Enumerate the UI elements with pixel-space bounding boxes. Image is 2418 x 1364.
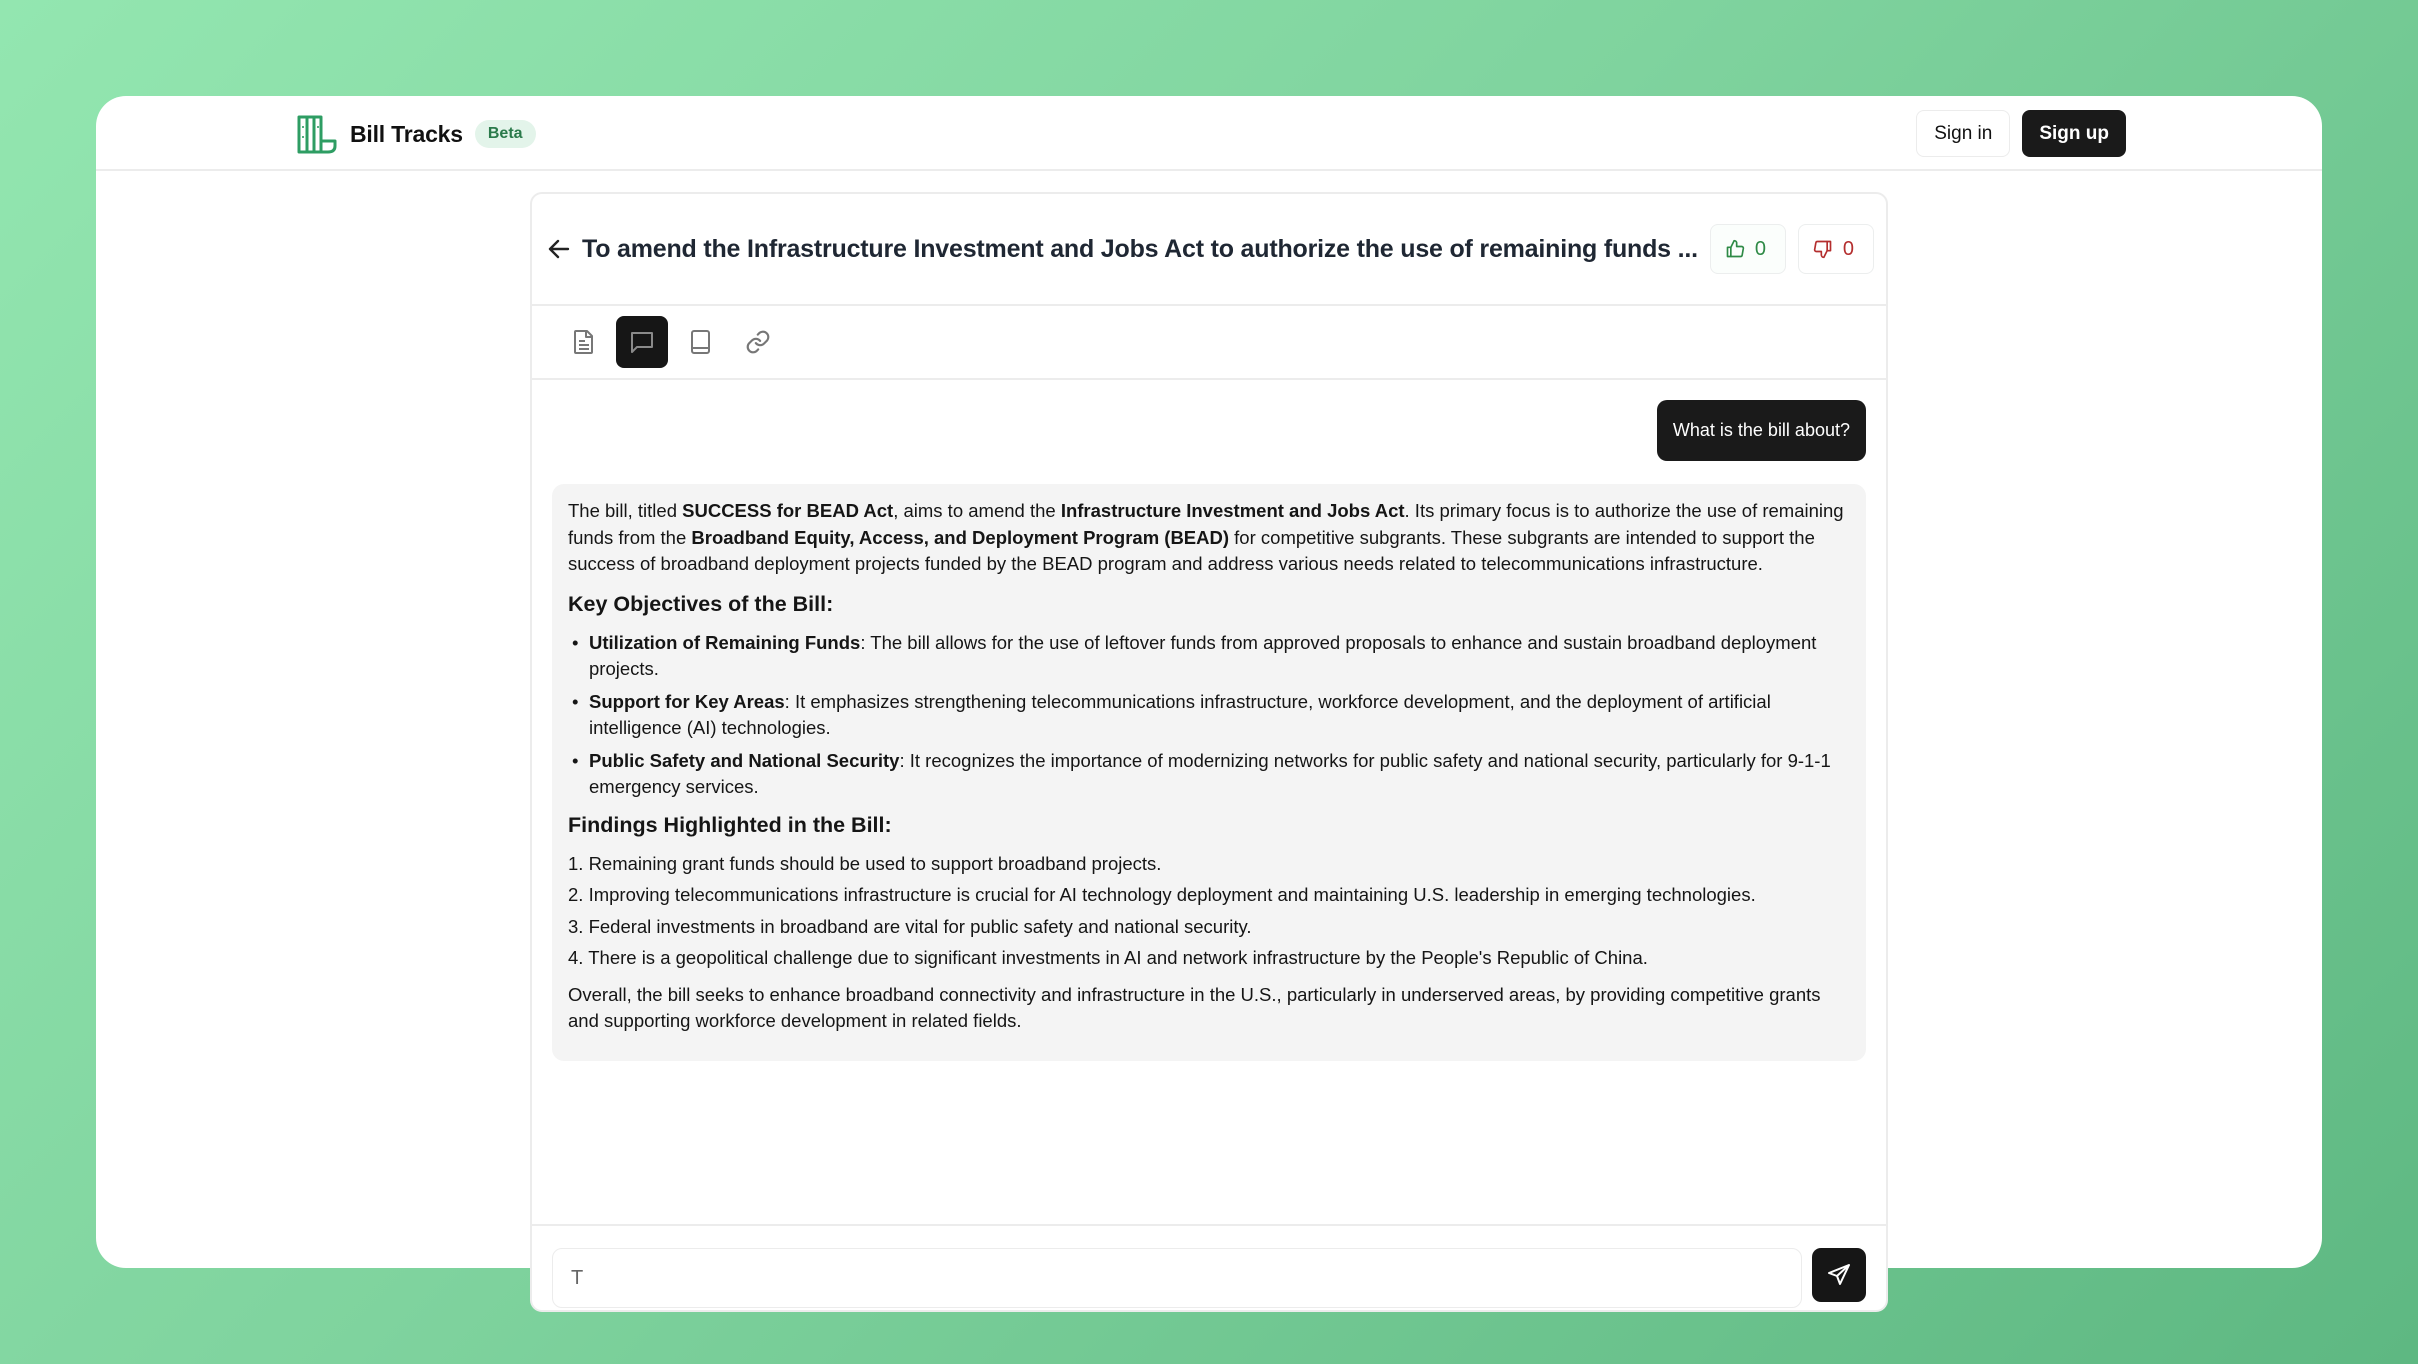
item-text: : It recognizes the importance of modernizing networks for public safety and national security, particularly for 9-1-1 emergency services.: [589, 749, 1831, 797]
app-window: [96, 96, 2322, 1289]
text: . Its primary focus is to authorize the use of remaining funds from the: [568, 500, 1844, 548]
chat-icon: [629, 330, 655, 354]
tab-chat[interactable]: [616, 316, 668, 368]
bill-panel: [530, 192, 1888, 1312]
findings-heading: Findings Highlighted in the Bill:: [568, 812, 892, 837]
tab-book[interactable]: [674, 316, 726, 368]
intro-paragraph: [568, 498, 1850, 578]
text: The bill, titled: [568, 500, 683, 521]
user-message-bubble: What is the bill about?: [1657, 400, 1866, 461]
item-label: Utilization of Remaining Funds: [589, 631, 861, 653]
item-label: Public Safety and National Security: [589, 749, 900, 771]
send-button[interactable]: [1812, 1248, 1866, 1302]
text: for competitive subgrants. These subgrants are intended to support the success of broadband deployment projects funded by the BEAD program and address various needs related to telecommunications infrastructure.: [568, 526, 1815, 574]
text-cursor: T: [571, 1267, 584, 1289]
objectives-heading: Key Objectives of the Bill:: [568, 591, 834, 616]
item-text: : It emphasizes strengthening telecommunications infrastructure, workforce development, and the deployment of artificial intelligence (AI) technologies.: [589, 690, 1771, 738]
downvote-button[interactable]: [1798, 224, 1874, 274]
list-item: [568, 689, 1850, 742]
message-input[interactable]: [552, 1248, 1802, 1308]
thumbs-up-icon: [1725, 239, 1745, 259]
item-label: Support for Key Areas: [589, 690, 785, 712]
auth-buttons: [1916, 110, 2126, 157]
message-composer: [532, 1224, 1886, 1324]
tab-link[interactable]: [732, 316, 784, 368]
sign-up-button[interactable]: Sign up: [2022, 110, 2126, 157]
thumbs-down-icon: [1813, 239, 1833, 259]
brand-name: Bill Tracks: [350, 120, 463, 147]
list-item: 1. Remaining grant funds should be used to support broadband projects.: [568, 852, 1162, 874]
upvote-count: 0: [1754, 237, 1766, 260]
chat-area: [532, 380, 1886, 1222]
bill-tracks-logo-icon: [296, 114, 338, 154]
conclusion-paragraph: Overall, the bill seeks to enhance broadband connectivity and infrastructure in the U.S., particularly in underserved areas, by providing competitive grants and supporting workforce development in related fields.: [568, 983, 1821, 1031]
list-item: 3. Federal investments in broadband are vital for public safety and national security.: [568, 915, 1252, 937]
list-item: 4. There is a geopolitical challenge due to significant investments in AI and network infrastructure by the People's Republic of China.: [568, 947, 1648, 968]
list-item: 2. Improving telecommunications infrastructure is crucial for AI technology deployment and maintaining U.S. leadership in emerging technologies.: [568, 884, 1756, 905]
downvote-count: 0: [1842, 237, 1854, 260]
view-tabs: [532, 306, 1886, 380]
list-item: [568, 630, 1850, 683]
tab-document[interactable]: [558, 316, 610, 368]
sign-in-button[interactable]: Sign in: [1916, 110, 2010, 157]
upvote-button[interactable]: [1710, 224, 1786, 274]
act-name: SUCCESS for BEAD Act: [682, 500, 894, 521]
findings-list: [568, 851, 1850, 972]
bill-title: To amend the Infrastructure Investment and Jobs Act to authorize the use of remaining funds ...: [582, 234, 1698, 263]
objectives-list: [568, 630, 1850, 801]
program-name: Broadband Equity, Access, and Deployment Program (BEAD): [691, 526, 1230, 548]
assistant-message-bubble: [552, 484, 1866, 1061]
beta-badge: Beta: [475, 120, 536, 148]
send-icon: [1827, 1263, 1851, 1287]
link-icon: [745, 329, 771, 355]
brand[interactable]: [296, 114, 536, 154]
document-icon: [572, 329, 596, 355]
amended-act-name: Infrastructure Investment and Jobs Act: [1060, 500, 1405, 521]
list-item: [568, 748, 1850, 801]
back-arrow-icon[interactable]: [548, 235, 570, 263]
top-navbar: [96, 96, 2322, 171]
bill-header: [532, 194, 1886, 306]
text: , aims to amend the: [893, 500, 1061, 521]
book-icon: [689, 329, 711, 355]
item-text: : The bill allows for the use of leftover funds from approved proposals to enhance and sustain broadband deployment projects.: [589, 631, 1817, 679]
